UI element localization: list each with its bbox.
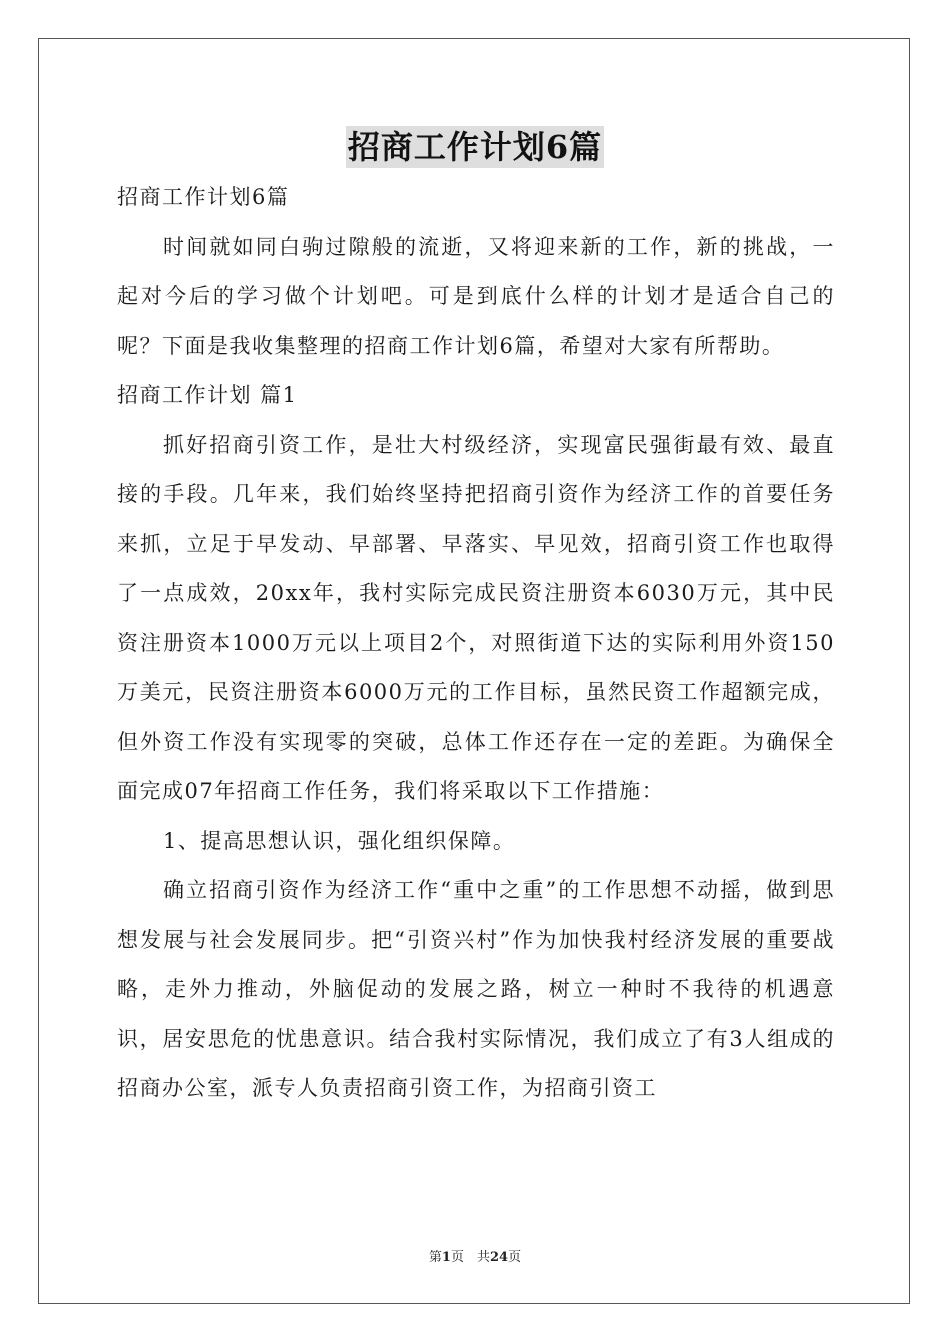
paragraph-intro: 时间就如同白驹过隙般的流逝，又将迎来新的工作，新的挑战，一起对今后的学习做个计划吧。可是到底什么样的计划才是适合自己的呢？下面是我收集整理的招商工作计划6篇，希望对大家有所帮助。 <box>117 234 835 358</box>
section-heading: 招商工作计划 篇1 <box>117 383 298 407</box>
document-body <box>117 173 835 1114</box>
footer-page-suffix: 页 <box>508 1250 522 1265</box>
footer-page-number: 1 <box>441 1250 451 1265</box>
title-container <box>0 126 950 168</box>
footer-page-mid: 页 共 <box>450 1250 490 1265</box>
paragraph-body: 抓好招商引资工作，是壮大村级经济，实现富民强街最有效、最直接的手段。几年来，我们始终坚持把招商引资作为经济工作的首要任务来抓，立足于早发动、早部署、早落实、早见效，招商引资工作也取得了一点成效，20xx年，我村实际完成民资注册资本6030万元，其中民资注册资本1000万元以上项目2个，对照街道下达的实际利用外资150万美元，民资注册资本6000万元的工作目标，虽然民资工作超额完成，但外资工作没有实现零的突破，总体工作还存在一定的差距。为确保全面完成07年招商工作任务，我们将采取以下工作措施： <box>117 432 835 803</box>
paragraph-subtitle: 招商工作计划6篇 <box>117 185 290 209</box>
paragraph-point-1: 1、提高思想认识，强化组织保障。 <box>163 828 516 853</box>
paragraph-body: 确立招商引资作为经济工作“重中之重”的工作思想不动摇，做到思想发展与社会发展同步。把“引资兴村”作为加快我村经济发展的重要战略，走外力推动，外脑促动的发展之路，树立一种时不我待的机遇意识，居安思危的忧患意识。结合我村实际情况，我们成立了有3人组成的招商办公室，派专人负责招商引资工作，为招商引资工 <box>117 878 835 1100</box>
document-title: 招商工作计划6篇 <box>347 128 603 166</box>
footer-total-pages: 24 <box>489 1250 509 1265</box>
page-footer <box>0 1246 950 1265</box>
footer-page-prefix: 第 <box>428 1250 442 1265</box>
